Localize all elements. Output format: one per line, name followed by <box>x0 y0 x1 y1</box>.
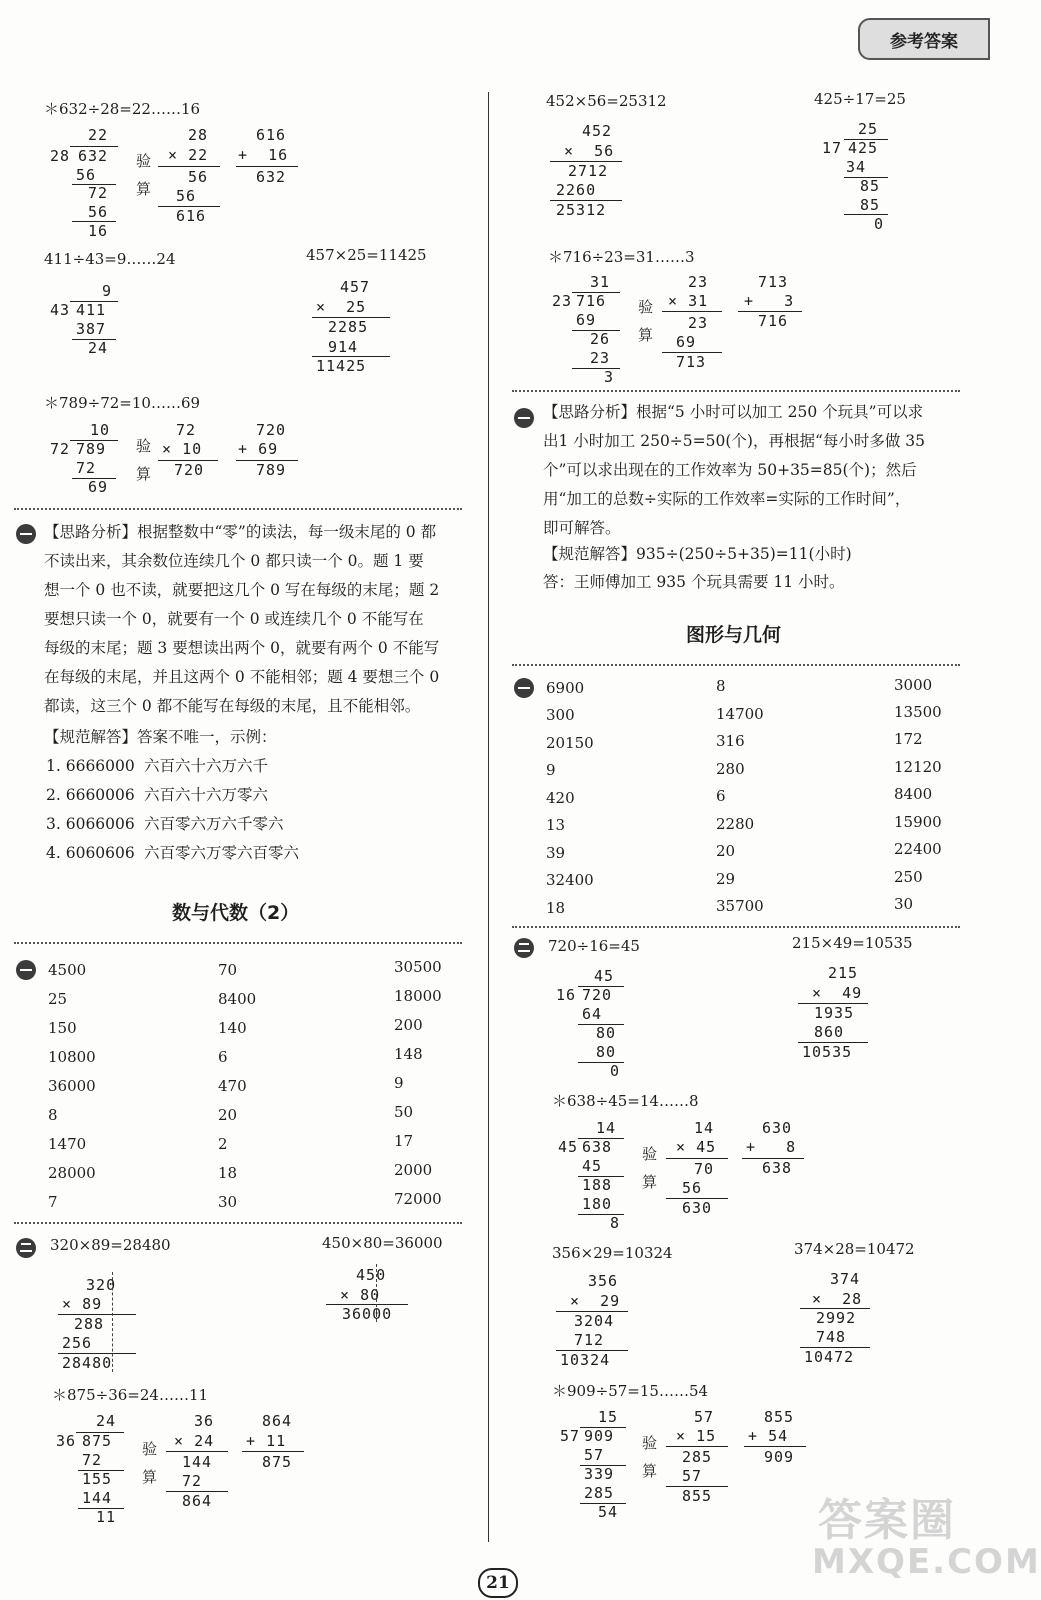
analysis-line: 【思路分析】根据“5 小时可以加工 250 个玩具”可以求 <box>543 403 924 421</box>
divisor: 45 <box>558 1138 579 1156</box>
product: 10324 <box>560 1351 611 1369</box>
grid-cell: 12120 <box>894 758 942 776</box>
grid-cell: 200 <box>394 1016 423 1034</box>
grid-cell: 72000 <box>394 1190 442 1208</box>
remainder: 3 <box>604 368 615 386</box>
multiplier: × 10 <box>162 440 203 458</box>
check-label: 验 <box>142 1440 158 1458</box>
multiplicand: 450 <box>356 1266 387 1284</box>
multiplier: × 22 <box>168 146 209 164</box>
equation: 356×29=10324 <box>552 1244 673 1262</box>
addend: + 69 <box>238 440 279 458</box>
analysis-line: 在每级的末尾，并且这两个 0 不能相邻；题 4 要想三个 0 <box>44 668 440 686</box>
grid-cell: 6 <box>218 1048 228 1066</box>
equation: 452×56=25312 <box>546 92 667 110</box>
step: 56 <box>76 166 97 184</box>
answer-reference-tag: 参考答案 <box>858 18 990 60</box>
product: 36000 <box>342 1305 393 1323</box>
watermark-site: MXQE.COM <box>812 1542 1041 1582</box>
partial-product: 69 <box>676 333 697 351</box>
multiplicand: 57 <box>694 1408 715 1426</box>
product: 25312 <box>556 201 607 219</box>
remainder: 0 <box>874 215 885 233</box>
dividend: 909 <box>584 1427 615 1445</box>
multiplier: × 56 <box>564 142 615 160</box>
multiplier: × 31 <box>668 292 709 310</box>
separator <box>14 1222 462 1224</box>
partial-product: 56 <box>682 1179 703 1197</box>
answer-reading: 六百六十六万零六 <box>144 786 269 804</box>
check-label: 验 <box>136 152 152 170</box>
equation: 411÷43=9……24 <box>44 250 176 268</box>
grid-cell: 18000 <box>394 987 442 1005</box>
product: 616 <box>176 207 207 225</box>
grid-cell: 150 <box>48 1019 77 1037</box>
multiplier: × 28 <box>812 1290 863 1308</box>
equation: ＊909÷57=15……54 <box>552 1382 709 1400</box>
check-label: 算 <box>142 1468 158 1486</box>
sum-line <box>242 1451 304 1452</box>
partial-product: 712 <box>574 1331 605 1349</box>
check-label: 验 <box>642 1145 658 1163</box>
sum: 638 <box>762 1159 793 1177</box>
equation: 374×28=10472 <box>794 1240 915 1258</box>
partial-product: 56 <box>176 187 197 205</box>
product-line <box>666 1158 728 1159</box>
grid-cell: 6900 <box>546 679 585 697</box>
remainder: 24 <box>88 339 109 357</box>
check-label: 验 <box>642 1434 658 1452</box>
question-number-badge <box>514 408 534 428</box>
step: 26 <box>590 330 611 348</box>
remainder: 54 <box>598 1503 619 1521</box>
addend: 616 <box>256 126 287 144</box>
grid-cell: 28000 <box>48 1164 96 1182</box>
multiplier: × 45 <box>676 1138 717 1156</box>
grid-cell: 20 <box>716 842 736 860</box>
equation: 457×25=11425 <box>306 246 427 264</box>
equation: 320×89=28480 <box>50 1236 171 1254</box>
answer-intro: 【规范解答】答案不唯一，示例： <box>44 728 277 746</box>
grid-cell: 148 <box>394 1045 423 1063</box>
quotient: 24 <box>96 1412 117 1430</box>
grid-cell: 4500 <box>48 961 87 979</box>
multiplicand: 36 <box>194 1412 215 1430</box>
grid-cell: 2280 <box>716 815 755 833</box>
grid-cell: 250 <box>894 868 923 886</box>
dividend: 425 <box>848 139 879 157</box>
separator <box>512 664 960 666</box>
step: 339 <box>584 1465 615 1483</box>
partial-product: 144 <box>182 1453 213 1471</box>
addend: + 16 <box>238 146 289 164</box>
addend: 864 <box>262 1412 293 1430</box>
answer-number: 4. 6060606 <box>46 844 135 862</box>
multiplicand: 14 <box>694 1119 715 1137</box>
quotient: 25 <box>858 120 879 138</box>
multiplier: × 24 <box>174 1432 215 1450</box>
multiplicand: 72 <box>176 421 197 439</box>
product: 720 <box>174 461 205 479</box>
grid-cell: 9 <box>394 1074 404 1092</box>
step: 285 <box>584 1484 615 1502</box>
question-number-badge <box>16 1238 36 1258</box>
divisor: 57 <box>560 1427 581 1445</box>
addend: + 54 <box>748 1427 789 1445</box>
dividend: 411 <box>76 301 107 319</box>
multiplicand: 374 <box>830 1270 861 1288</box>
step: 72 <box>82 1451 103 1469</box>
grid-cell: 2000 <box>394 1161 433 1179</box>
grid-cell: 36000 <box>48 1077 96 1095</box>
grid-cell: 10800 <box>48 1048 96 1066</box>
equation: 425÷17=25 <box>814 90 906 108</box>
addend: 855 <box>764 1408 795 1426</box>
quotient: 31 <box>590 273 611 291</box>
partial-product: 56 <box>188 168 209 186</box>
partial-product: 23 <box>688 314 709 332</box>
sum: 875 <box>262 1453 293 1471</box>
sum-line <box>744 1446 806 1447</box>
multiplicand: 457 <box>340 278 371 296</box>
final-answer: 答：王师傅加工 935 个玩具需要 11 小时。 <box>543 573 845 591</box>
check-label: 算 <box>638 326 654 344</box>
equation: ＊789÷72=10……69 <box>44 394 201 412</box>
dividend: 632 <box>78 147 109 165</box>
grid-cell: 29 <box>716 870 736 888</box>
grid-cell: 25 <box>48 990 68 1008</box>
analysis-line: 即可解答。 <box>543 519 621 537</box>
step: 188 <box>582 1176 613 1194</box>
partial-product: 748 <box>816 1328 847 1346</box>
step: 80 <box>596 1024 617 1042</box>
addend: + 11 <box>246 1432 287 1450</box>
question-number-badge <box>16 960 36 980</box>
sum: 716 <box>758 312 789 330</box>
step: 72 <box>76 459 97 477</box>
step: 80 <box>596 1043 617 1061</box>
product: 10472 <box>804 1348 855 1366</box>
grid-cell: 20150 <box>546 734 594 752</box>
question-number-badge <box>514 938 534 958</box>
grid-cell: 280 <box>716 760 745 778</box>
dividend: 638 <box>582 1138 613 1156</box>
grid-cell: 18 <box>546 899 566 917</box>
grid-cell: 8 <box>48 1106 58 1124</box>
grid-cell: 39 <box>546 844 566 862</box>
addend: + 8 <box>746 1138 797 1156</box>
analysis-line: 【思路分析】根据整数中“零”的读法，每一级末尾的 0 都 <box>44 523 437 541</box>
step: 56 <box>88 203 109 221</box>
partial-product: 2285 <box>328 318 369 336</box>
separator <box>14 942 462 944</box>
check-label: 算 <box>136 465 152 483</box>
grid-cell: 30 <box>218 1193 238 1211</box>
grid-cell: 20 <box>218 1106 238 1124</box>
grid-cell: 30 <box>894 895 914 913</box>
grid-cell: 8400 <box>218 990 257 1008</box>
dividend: 875 <box>82 1432 113 1450</box>
quotient: 14 <box>596 1119 617 1137</box>
remainder: 0 <box>610 1062 621 1080</box>
grid-cell: 22400 <box>894 840 942 858</box>
check-label: 算 <box>642 1173 658 1191</box>
grid-cell: 30500 <box>394 958 442 976</box>
step: 64 <box>582 1005 603 1023</box>
grid-cell: 1470 <box>48 1135 87 1153</box>
section-title: 数与代数（2） <box>172 902 300 924</box>
grid-cell: 14700 <box>716 705 764 723</box>
analysis-line: 每级的末尾；题 3 要想读出两个 0，就要有两个 0 不能写 <box>44 639 440 657</box>
grid-cell: 2 <box>218 1135 228 1153</box>
product-line <box>666 1446 728 1447</box>
step: 85 <box>860 177 881 195</box>
divisor: 23 <box>552 292 573 310</box>
product: 713 <box>676 353 707 371</box>
sum: 909 <box>764 1448 795 1466</box>
multiplier: × 80 <box>340 1286 381 1304</box>
multiplicand: 356 <box>588 1272 619 1290</box>
product: 10535 <box>802 1043 853 1061</box>
grid-cell: 18 <box>218 1164 238 1182</box>
grid-cell: 15900 <box>894 813 942 831</box>
partial-product: 57 <box>682 1467 703 1485</box>
product-line <box>158 166 220 167</box>
grid-cell: 3000 <box>894 676 933 694</box>
remainder: 8 <box>610 1214 621 1232</box>
answer-number: 1. 6666000 <box>46 757 135 775</box>
equation: ＊638÷45=14……8 <box>552 1092 699 1110</box>
multiplier: × 49 <box>812 984 863 1002</box>
multiplier: × 29 <box>570 1292 621 1310</box>
grid-cell: 316 <box>716 732 745 750</box>
grid-cell: 420 <box>546 789 575 807</box>
product: 855 <box>682 1487 713 1505</box>
answer-reading: 六百六十六万六千 <box>144 757 269 775</box>
partial-product: 860 <box>814 1023 845 1041</box>
answer-number: 3. 6066006 <box>46 815 135 833</box>
step: 387 <box>76 320 107 338</box>
sum-line <box>236 166 298 167</box>
partial-product: 2260 <box>556 181 597 199</box>
multiplier: × 89 <box>62 1295 103 1313</box>
separator <box>512 390 960 392</box>
partial-product: 914 <box>328 338 359 356</box>
equation: ＊875÷36=24……11 <box>52 1386 209 1404</box>
multiplier: × 25 <box>316 298 367 316</box>
remainder: 16 <box>88 222 109 240</box>
grid-cell: 140 <box>218 1019 247 1037</box>
grid-cell: 470 <box>218 1077 247 1095</box>
separator <box>512 926 960 928</box>
product: 28480 <box>62 1354 113 1372</box>
grid-cell: 172 <box>894 730 923 748</box>
question-number-badge <box>514 678 534 698</box>
check-label: 算 <box>642 1462 658 1480</box>
addend: 720 <box>256 421 287 439</box>
analysis-line: 想一个 0 也不读，就要把这几个 0 写在每级的末尾；题 2 <box>44 581 440 599</box>
step: 144 <box>82 1489 113 1507</box>
product: 864 <box>182 1492 213 1510</box>
multiplicand: 28 <box>188 126 209 144</box>
column-divider <box>488 92 489 1542</box>
multiplicand: 320 <box>86 1276 117 1294</box>
addend: 713 <box>758 273 789 291</box>
equation: 215×49=10535 <box>792 934 913 952</box>
grid-cell: 7 <box>48 1193 58 1211</box>
page-number: 21 <box>478 1568 518 1598</box>
section-title: 图形与几何 <box>686 624 782 646</box>
check-label: 验 <box>638 298 654 316</box>
step: 23 <box>590 349 611 367</box>
dividend: 716 <box>576 292 607 310</box>
grid-cell: 9 <box>546 761 556 779</box>
partial-product: 1935 <box>814 1004 855 1022</box>
partial-product: 70 <box>694 1160 715 1178</box>
multiplier: × 15 <box>676 1427 717 1445</box>
divisor: 36 <box>56 1432 77 1450</box>
partial-product: 2712 <box>568 162 609 180</box>
equation: 720÷16=45 <box>548 937 640 955</box>
step: 180 <box>582 1195 613 1213</box>
step: 34 <box>846 158 867 176</box>
analysis-line: 用“加工的总数÷实际的工作效率=实际的工作时间”， <box>543 490 911 508</box>
partial-product: 72 <box>182 1472 203 1490</box>
step: 45 <box>582 1157 603 1175</box>
product: 630 <box>682 1199 713 1217</box>
answer-reading: 六百零六万六千零六 <box>144 815 284 833</box>
grid-cell: 6 <box>716 787 726 805</box>
step: 72 <box>88 184 109 202</box>
product: 11425 <box>316 357 367 375</box>
grid-cell: 8400 <box>894 785 933 803</box>
step: 155 <box>82 1470 113 1488</box>
dividend: 789 <box>76 440 107 458</box>
quotient: 15 <box>598 1408 619 1426</box>
grid-cell: 300 <box>546 706 575 724</box>
analysis-line: 个”可以求出现在的工作效率为 50+35=85(个)；然后 <box>543 461 917 479</box>
remainder: 69 <box>88 478 109 496</box>
product-line <box>662 311 722 312</box>
quotient: 10 <box>90 421 111 439</box>
watermark-brand: 答案圈 <box>818 1495 956 1546</box>
partial-product: 256 <box>62 1334 93 1352</box>
sum: 632 <box>256 168 287 186</box>
quotient: 22 <box>88 126 109 144</box>
answer-number: 2. 6660006 <box>46 786 135 804</box>
divisor: 17 <box>822 139 843 157</box>
grid-cell: 17 <box>394 1132 414 1150</box>
analysis-line: 出1 小时加工 250÷5=50(个)，再根据“每小时多做 35 <box>543 432 926 450</box>
solution: 【规范解答】935÷(250÷5+35)=11(小时) <box>543 545 852 563</box>
grid-cell: 13500 <box>894 703 942 721</box>
grid-cell: 8 <box>716 677 726 695</box>
step: 85 <box>860 196 881 214</box>
grid-cell: 13 <box>546 816 566 834</box>
partial-product: 2992 <box>816 1309 857 1327</box>
step: 57 <box>584 1446 605 1464</box>
question-number-badge <box>16 524 36 544</box>
divisor: 28 <box>50 147 71 165</box>
quotient: 9 <box>102 282 113 300</box>
divisor: 16 <box>556 986 577 1004</box>
divisor: 72 <box>50 440 71 458</box>
equation: 450×80=36000 <box>322 1234 443 1252</box>
multiplicand: 215 <box>828 964 859 982</box>
check-label: 算 <box>136 180 152 198</box>
quotient: 45 <box>594 967 615 985</box>
analysis-line: 都读，这三个 0 都不能写在每级的末尾，且不能相邻。 <box>44 697 421 715</box>
grid-cell: 32400 <box>546 871 594 889</box>
analysis-line: 不读出来，其余数位连续几个 0 都只读一个 0。题 1 要 <box>44 552 424 570</box>
partial-product: 288 <box>74 1315 105 1333</box>
addend: 630 <box>762 1119 793 1137</box>
addend: + 3 <box>744 292 795 310</box>
check-label: 验 <box>136 437 152 455</box>
equation: ＊632÷28=22……16 <box>44 100 201 118</box>
product-line <box>166 1451 228 1452</box>
analysis-line: 要想只读一个 0，就要有一个 0 或连续几个 0 不能写在 <box>44 610 424 628</box>
multiplicand: 23 <box>688 273 709 291</box>
divisor: 43 <box>50 301 71 319</box>
step: 69 <box>576 311 597 329</box>
grid-cell: 70 <box>218 961 238 979</box>
zero-guide-line <box>376 1264 377 1322</box>
answer-reading: 六百零六万零六百零六 <box>144 844 300 862</box>
partial-product: 3204 <box>574 1312 615 1330</box>
zero-guide-line <box>112 1272 113 1372</box>
remainder: 11 <box>96 1508 117 1526</box>
dividend: 720 <box>582 986 613 1004</box>
separator <box>14 508 462 510</box>
multiplicand: 452 <box>582 122 613 140</box>
sum: 789 <box>256 461 287 479</box>
grid-cell: 50 <box>394 1103 414 1121</box>
equation: ＊716÷23=31……3 <box>548 248 695 266</box>
grid-cell: 35700 <box>716 897 764 915</box>
partial-product: 285 <box>682 1448 713 1466</box>
